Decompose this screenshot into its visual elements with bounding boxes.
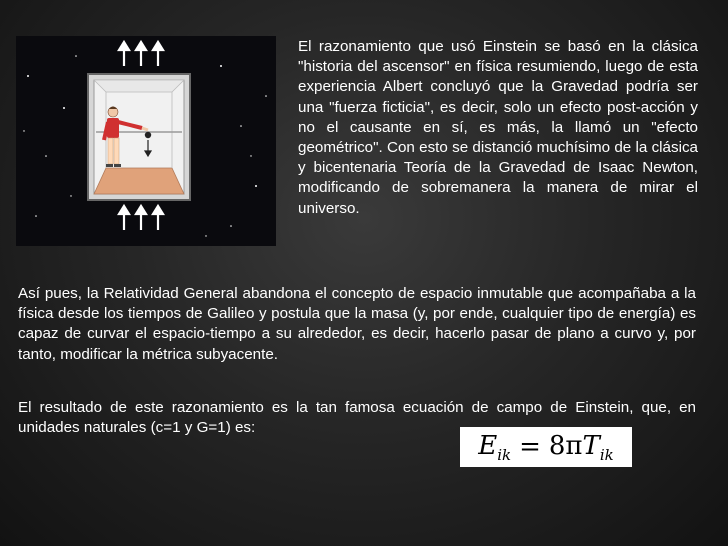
ball xyxy=(145,132,151,138)
equation-rhs-sub: ik xyxy=(599,445,614,464)
relativity-paragraph: Así pues, la Relatividad General abandona el concepto de espacio inmutable que acompañaba a la física desde los tiempos de Galileo y postula que la masa (y, por ende, cualquier tipo de energía) es capaz de curvar el espacio-tiempo a su alrededor, es decir, hacerlo pasar de plano a curvo y, por tanto, modificar la métrica subyacente. xyxy=(18,285,696,363)
elevator-illustration xyxy=(16,36,276,246)
up-arrows-bottom xyxy=(119,206,163,230)
up-arrows-top xyxy=(119,42,163,66)
top-paragraph: El razonamiento que usó Einstein se basó en la clásica "historia del ascensor" en física resumiendo, luego de esta experiencia Albert concluyó que la Gravedad podría ser una "fuerza ficticia", es decir, solo un efecto post-acción y no el causante en sí, es más, la llamó un "efecto geométrico". Con esto se distanció muchísimo de la clásica y bicentenaria Teoría de la Gravedad de Isaac Newton, modificando de sobremanera la manera de mirar el universo. xyxy=(298,38,698,217)
field-equation-paragraph: El resultado de este razonamiento es la tan famosa ecuación de campo de Einstein, que, en unidades naturales (c=1 y G=1) es: xyxy=(18,399,696,437)
equation-equals: = xyxy=(519,432,541,462)
equation-rhs: T xyxy=(582,430,600,461)
equation-coef: 8π xyxy=(548,430,583,461)
einstein-field-equation xyxy=(460,427,632,467)
equation-lhs: E xyxy=(478,430,498,461)
equation-lhs-sub: ik xyxy=(497,445,512,464)
elevator-floor xyxy=(94,168,184,194)
elevator-figure xyxy=(16,36,276,246)
